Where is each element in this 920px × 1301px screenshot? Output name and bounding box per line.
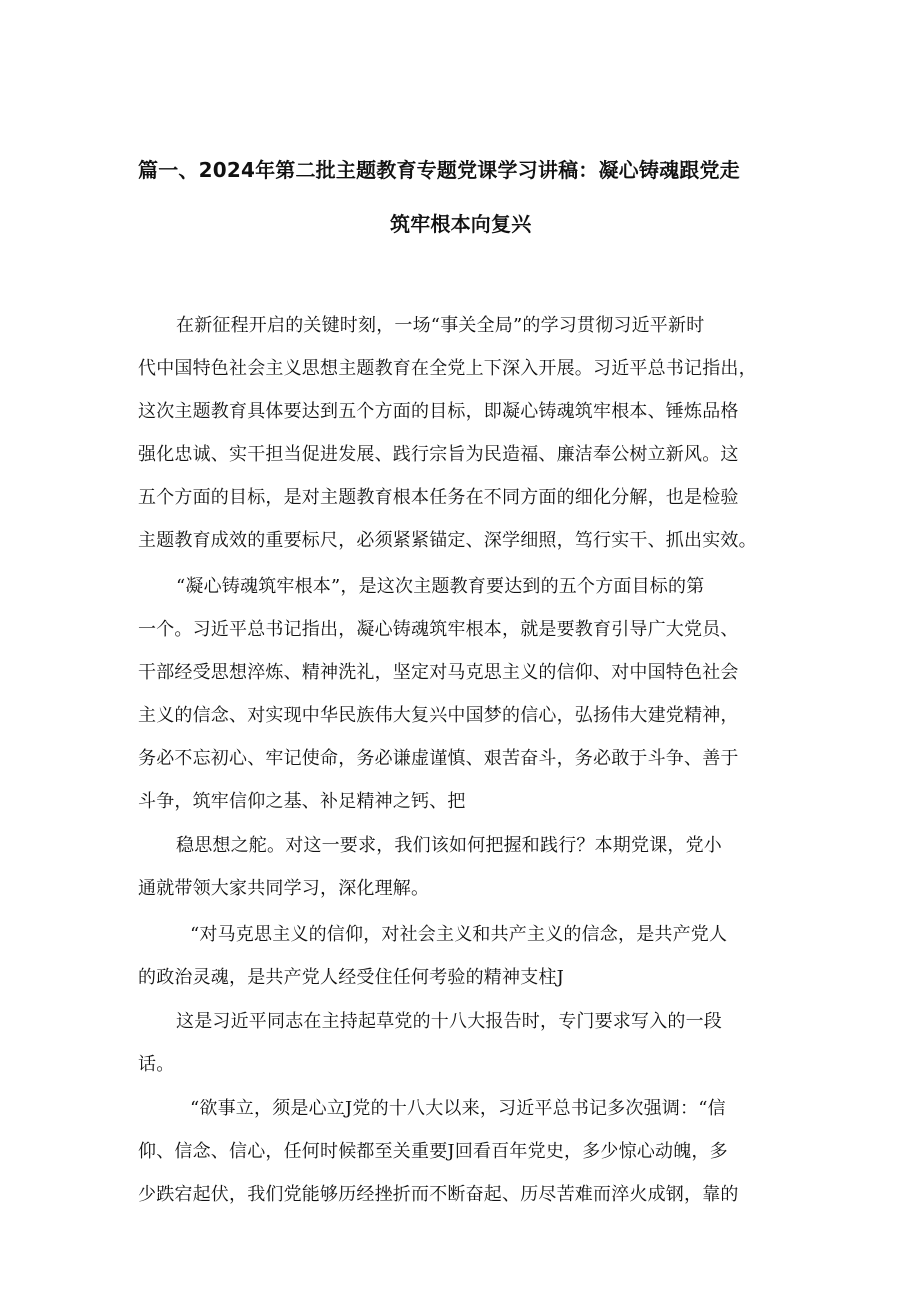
paragraph-line: 通就带领大家共同学习，深化理解。: [138, 878, 430, 899]
paragraph-line: “凝心铸魂筑牢根本”，是这次主题教育要达到的五个方面目标的第: [176, 576, 705, 597]
paragraph-line: 这次主题教育具体要达到五个方面的目标，即凝心铸魂筑牢根本、锤炼品格: [138, 401, 739, 422]
paragraph-line: 主义的信念、对实现中华民族伟大复兴中国梦的信心，弘扬伟大建党精神，: [138, 705, 739, 726]
document-title-line-1: 篇一、2024年第二批主题教育专题党课学习讲稿：凝心铸魂跟党走: [138, 158, 740, 182]
paragraph-line: 仰、信念、信心，任何时候都至关重要J回看百年党史，多少惊心动魄，多: [138, 1141, 728, 1162]
paragraph-line: 在新征程开启的关键时刻，一场“事关全局”的学习贯彻习近平新时: [176, 315, 705, 336]
paragraph-line: 一个。习近平总书记指出，凝心铸魂筑牢根本，就是要教育引导广大党员、: [138, 619, 739, 640]
paragraph-line: 少跌宕起伏，我们党能够历经挫折而不断奋起、历尽苦难而淬火成钢，靠的: [138, 1184, 739, 1205]
document-title-line-2: 筑牢根本向复兴: [390, 212, 532, 236]
paragraph-line: 强化忠诚、实干担当促进发展、践行宗旨为民造福、廉洁奉公树立新风。这: [138, 444, 739, 465]
paragraph-line: 干部经受思想淬炼、精神洗礼，坚定对马克思主义的信仰、对中国特色社会: [138, 662, 739, 683]
paragraph-line: 稳思想之舵。对这一要求，我们该如何把握和践行？本期党课，党小: [176, 835, 722, 856]
paragraph-line: 务必不忘初心、牢记使命，务必谦虚谨慎、艰苦奋斗，务必敢于斗争、善于: [138, 748, 739, 769]
paragraph-line: 主题教育成效的重要标尺，必须紧紧锚定、深学细照，笃行实干、抓出实效。: [138, 530, 757, 551]
paragraph-line: “对马克思主义的信仰，对社会主义和共产主义的信念，是共产党人: [190, 924, 728, 945]
paragraph-line: 代中国特色社会主义思想主题教育在全党上下深入开展。习近平总书记指出，: [138, 358, 757, 379]
paragraph-line: “欲事立，须是心立J党的十八大以来，习近平总书记多次强调：“信: [190, 1098, 726, 1119]
paragraph-line: 五个方面的目标，是对主题教育根本任务在不同方面的细化分解，也是检验: [138, 487, 739, 508]
paragraph-line: 话。: [138, 1054, 175, 1075]
paragraph-line: 这是习近平同志在主持起草党的十八大报告时，专门要求写入的一段: [176, 1011, 722, 1032]
paragraph-line: 斗争，筑牢信仰之基、补足精神之钙、把: [138, 791, 466, 812]
paragraph-line: 的政治灵魂，是共产党人经受住任何考验的精神支柱J: [138, 967, 565, 988]
